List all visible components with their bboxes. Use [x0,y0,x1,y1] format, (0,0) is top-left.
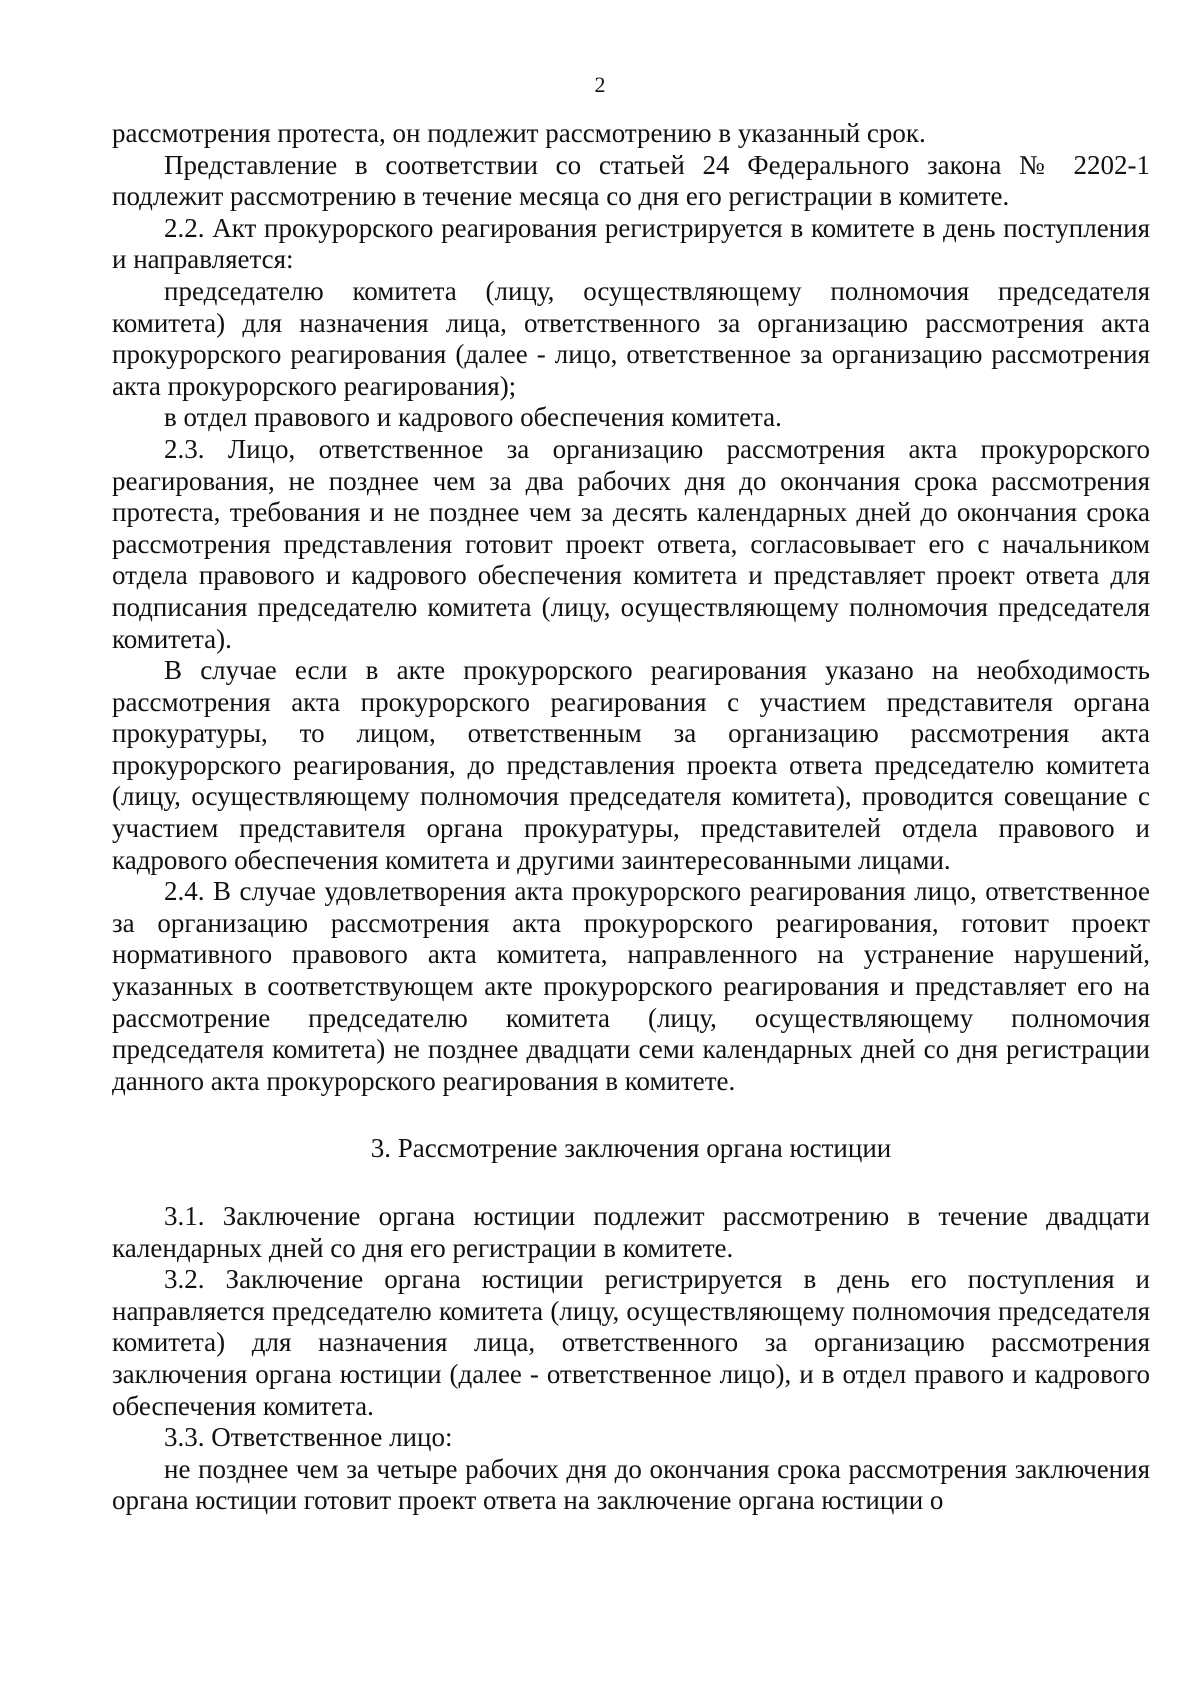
paragraph: не позднее чем за четыре рабочих дня до окончания срока рассмотрения заключения органа юстиции готовит проект ответа на заключение органа юстиции о [112,1453,1150,1516]
paragraph: 2.4. В случае удовлетворения акта прокурорского реагирования лицо, ответственное за организацию рассмотрения акта прокурорского реагирования, готовит проект нормативного правового акта комитета, направленного на устранение нарушений, указанных в соответствующем акте прокурорского реагирования и представляет его на рассмотрение председателю комитета (лицу, осуществляющему полномочия председателя комитета) не позднее двадцати семи календарных дней со дня регистрации данного акта прокурорского реагирования в комитете. [112,876,1150,1096]
page-number: 2 [594,72,606,97]
paragraph: 3.2. Заключение органа юстиции регистрируется в день его поступления и направляется председателю комитета (лицу, осуществляющему полномочия председателя комитета) для назначения лица, ответственного за организацию рассмотрения заключения органа юстиции (далее - ответственное лицо), и в отдел правого и кадрового обеспечения комитета. [112,1264,1150,1421]
paragraph: 2.3. Лицо, ответственное за организацию рассмотрения акта прокурорского реагирования, не позднее чем за два рабочих дня до окончания срока рассмотрения протеста, требования и не позднее чем за десять календарных дней до окончания срока рассмотрения представления готовит проект ответа, согласовывает его с начальником отдела правового и кадрового обеспечения комитета и представляет проект ответа для подписания председателю комитета (лицу, осуществляющему полномочия председателя комитета). [112,433,1150,654]
paragraph: В случае если в акте прокурорского реагирования указано на необходимость рассмотрения акта прокурорского реагирования с участием представителя органа прокуратуры, то лицом, ответственным за организацию рассмотрения акта прокурорского реагирования, до представления проекта ответа председателю комитета (лицу, осуществляющему полномочия председателя комитета), проводится совещание с участием представителя органа прокуратуры, представителей отдела правового и кадрового обеспечения комитета и другими заинтересованными лицами. [112,655,1150,875]
paragraph: в отдел правового и кадрового обеспечения комитета. [164,402,782,433]
paragraph: 2.2. Акт прокурорского реагирования регистрируется в комитете в день поступления и направляется: [112,212,1150,275]
paragraph: Представление в соответствии со статьей 24 Федерального закона № 2202-1 подлежит рассмотрению в течение месяца со дня его регистрации в комитете. [112,149,1150,212]
paragraph: рассмотрения протеста, он подлежит рассмотрению в указанный срок. [112,118,926,148]
section-title: 3. Рассмотрение заключения органа юстиции [370,1133,892,1164]
document-body [112,118,1150,1517]
paragraph: 3.3. Ответственное лицо: [164,1422,453,1453]
paragraph: 3.1. Заключение органа юстиции подлежит рассмотрению в течение двадцати календарных дней со дня его регистрации в комитете. [112,1201,1150,1263]
paragraph: председателю комитета (лицу, осуществляющему полномочия председателя комитета) для назначения лица, ответственного за организацию рассмотрения акта прокурорского реагирования (далее - лицо, ответственное за организацию рассмотрения акта прокурорского реагирования); [112,275,1150,401]
